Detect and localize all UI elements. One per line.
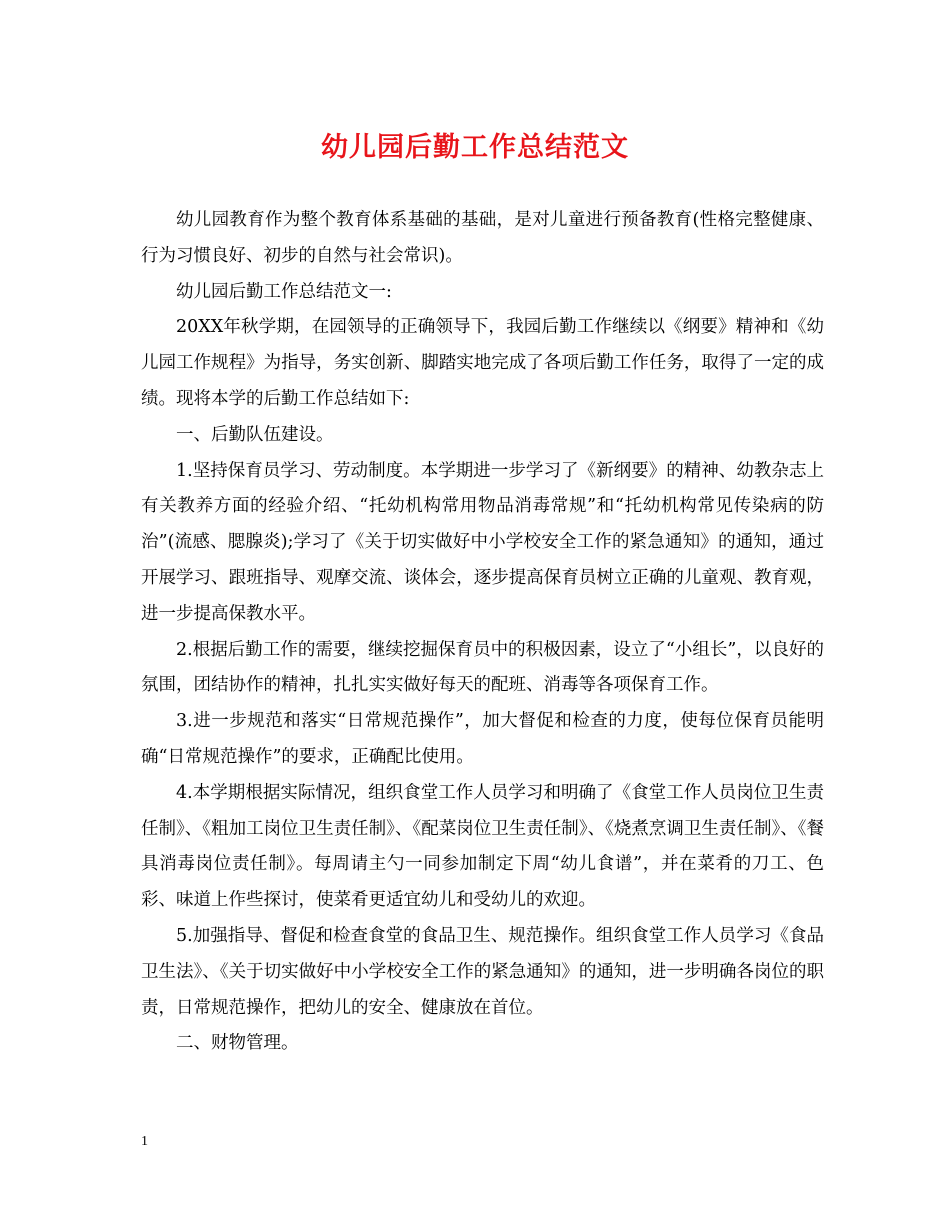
list-item-3: 3.进一步规范和落实“日常规范操作”，加大督促和检查的力度，使每位保育员能明确“日常规范操作”的要求，正确配比使用。: [141, 711, 824, 767]
list-item-4: 4.本学期根据实际情况，组织食堂工作人员学习和明确了《食堂工作人员岗位卫生责任制》、《粗加工岗位卫生责任制》、《配菜岗位卫生责任制》、《烧煮烹调卫生责任制》、《餐具消毒岗位责任制》。每周请主勺一同参加制定下周“幼儿食谱”，并在菜肴的刀工、色彩、味道上作些探讨，使菜肴更适宜幼儿和受幼儿的欢迎。: [141, 782, 824, 911]
list-item-5: 5.加强指导、督促和检查食堂的食品卫生、规范操作。组织食堂工作人员学习《食品卫生法》、《关于切实做好中小学校安全工作的紧急通知》的通知，进一步明确各岗位的职责，日常规范操作，把幼儿的安全、健康放在首位。: [141, 925, 824, 1018]
section-heading-2: 二、财物管理。: [176, 1033, 299, 1054]
paragraph-intro: 幼儿园教育作为整个教育体系基础的基础，是对儿童进行预备教育(性格完整健康、行为习惯良好、初步的自然与社会常识)。: [141, 210, 824, 266]
paragraph-subtitle: 幼儿园后勤工作总结范文一:: [176, 281, 392, 302]
list-item-1: 1.坚持保育员学习、劳动制度。本学期进一步学习了《新纲要》的精神、幼教杂志上有关教养方面的经验介绍、“托幼机构常用物品消毒常规”和“托幼机构常见传染病的防治”(流感、腮腺炎);学习了《关于切实做好中小学校安全工作的紧急通知》的通知，通过开展学习、跟班指导、观摩交流、谈体会，逐步提高保育员树立正确的儿童观、教育观，进一步提高保教水平。: [141, 460, 824, 624]
list-item-2: 2.根据后勤工作的需要，继续挖掘保育员中的积极因素，设立了“小组长”，以良好的氛围，团结协作的精神，扎扎实实做好每天的配班、消毒等各项保育工作。: [141, 639, 824, 696]
page-number: 1: [141, 1134, 148, 1149]
document-body: [141, 203, 824, 1062]
section-heading-1: 一、后勤队伍建设。: [176, 424, 334, 445]
paragraph-overview: 20XX年秋学期，在园领导的正确领导下，我园后勤工作继续以《纲要》精神和《幼儿园工作规程》为指导，务实创新、脚踏实地完成了各项后勤工作任务，取得了一定的成绩。现将本学的后勤工作总结如下:: [141, 317, 824, 409]
document-title: 幼儿园后勤工作总结范文: [321, 132, 629, 163]
